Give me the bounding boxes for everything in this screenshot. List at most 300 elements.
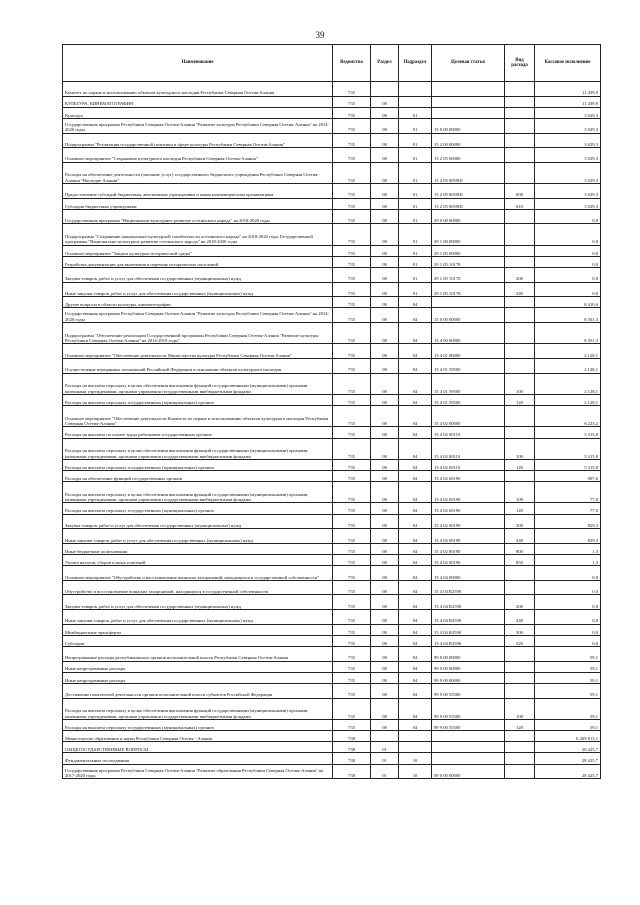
cell-subsection: 01 bbox=[399, 198, 432, 209]
cell-amount: 59,1 bbox=[535, 719, 601, 730]
cell-name: Другие вопросы в области культуры, кинематографии bbox=[63, 297, 333, 308]
cell-amount: 0,0 bbox=[535, 580, 601, 595]
cell-amount: 0,0 bbox=[535, 282, 601, 297]
cell-dept: 735 bbox=[333, 635, 371, 646]
table-row bbox=[63, 646, 601, 661]
cell-target: 29 1 05 10178 bbox=[432, 282, 505, 297]
cell-dept: 735 bbox=[333, 282, 371, 297]
cell-amount: 5 315,8 bbox=[535, 459, 601, 470]
cell-name: Иные непрограммные расходы bbox=[63, 672, 333, 683]
cell-section: 08 bbox=[371, 358, 399, 373]
cell-subsection: 04 bbox=[399, 529, 432, 544]
cell-exptype: 500 bbox=[505, 624, 535, 635]
cell-section: 08 bbox=[371, 624, 399, 635]
cell-section: 08 bbox=[371, 661, 399, 672]
cell-name: Культура bbox=[63, 107, 333, 118]
cell-amount: 2 128,1 bbox=[535, 344, 601, 359]
cell-dept: 735 bbox=[333, 256, 371, 267]
cell-dept: 735 bbox=[333, 661, 371, 672]
cell-subsection: 04 bbox=[399, 514, 432, 529]
cell-subsection bbox=[399, 742, 432, 753]
cell-section: 08 bbox=[371, 555, 399, 566]
cell-name: Расходы на выплаты персоналу государственных (муниципальных) органов bbox=[63, 503, 333, 514]
cell-subsection: 04 bbox=[399, 482, 432, 503]
cell-dept: 738 bbox=[333, 764, 371, 779]
cell-dept: 735 bbox=[333, 543, 371, 554]
cell-target: 99 9 00 55500 bbox=[432, 683, 505, 698]
cell-subsection: 04 bbox=[399, 683, 432, 698]
cell-exptype bbox=[505, 308, 535, 323]
cell-subsection: 04 bbox=[399, 344, 432, 359]
table-row bbox=[63, 566, 601, 581]
cell-amount: 829,3 bbox=[535, 529, 601, 544]
cell-name: Подпрограмма "Реализация государственной политики в сфере культуры Республики Северная Осетия-Алания" bbox=[63, 133, 333, 148]
cell-target: 15 4 02 00190 bbox=[432, 514, 505, 529]
cell-name: Закупка товаров, работ и услуг для обеспечения государственных (муниципальных) нужд bbox=[63, 514, 333, 529]
cell-name: Подпрограмма "Сохранение национально-культурной самобытности осетинского народа" на 2018-2020 годы Государственной программы "Национально-культурное развитие осетинского народа" на 2018-2020 годы bbox=[63, 224, 333, 245]
cell-section: 08 bbox=[371, 610, 399, 625]
cell-amount: 59,1 bbox=[535, 646, 601, 661]
cell-name: ОБЩЕГОСУДАРСТВЕННЫЕ ВОПРОСЫ bbox=[63, 742, 333, 753]
cell-subsection: 04 bbox=[399, 610, 432, 625]
cell-amount: 3 029,3 bbox=[535, 198, 601, 209]
cell-section: 08 bbox=[371, 282, 399, 297]
cell-amount: 2 128,1 bbox=[535, 373, 601, 394]
cell-exptype: 200 bbox=[505, 514, 535, 529]
cell-amount: 3 029,3 bbox=[535, 148, 601, 163]
cell-dept: 735 bbox=[333, 148, 371, 163]
cell-exptype: 100 bbox=[505, 438, 535, 459]
cell-dept: 735 bbox=[333, 344, 371, 359]
cell-section: 08 bbox=[371, 245, 399, 256]
cell-target bbox=[432, 742, 505, 753]
header-name: Наименование bbox=[63, 45, 333, 82]
cell-exptype bbox=[505, 672, 535, 683]
cell-target: 29 0 00 00000 bbox=[432, 209, 505, 224]
cell-section: 08 bbox=[371, 406, 399, 427]
cell-exptype: 610 bbox=[505, 198, 535, 209]
cell-subsection: 04 bbox=[399, 595, 432, 610]
cell-subsection: 04 bbox=[399, 373, 432, 394]
table-row bbox=[63, 82, 601, 97]
cell-target: 15 4 02 00190 bbox=[432, 503, 505, 514]
cell-name: Расходы на выплаты персоналу в целях обеспечения выполнения функций государственными (муниципальными) органами, казенными учреждениями, органами управления государственными внебюджетными фондами bbox=[63, 698, 333, 719]
cell-dept: 735 bbox=[333, 503, 371, 514]
cell-amount: 0,0 bbox=[535, 245, 601, 256]
cell-amount: 0,0 bbox=[535, 635, 601, 646]
cell-exptype: 120 bbox=[505, 719, 535, 730]
table-row bbox=[63, 719, 601, 730]
cell-amount: 1,3 bbox=[535, 555, 601, 566]
cell-amount: 8 410,6 bbox=[535, 297, 601, 308]
cell-name: Расходы на выплаты персоналу в целях обеспечения выполнения функций государственными (муниципальными) органами, казенными учреждениями, органами управления государственными внебюджетными фондами bbox=[63, 482, 333, 503]
table-row bbox=[63, 107, 601, 118]
cell-section: 08 bbox=[371, 373, 399, 394]
cell-exptype bbox=[505, 661, 535, 672]
cell-dept: 735 bbox=[333, 162, 371, 183]
cell-section: 08 bbox=[371, 256, 399, 267]
header-amount: Кассовое исполнение bbox=[535, 45, 601, 82]
table-body bbox=[63, 82, 601, 779]
cell-subsection: 04 bbox=[399, 580, 432, 595]
cell-exptype bbox=[505, 209, 535, 224]
cell-section: 08 bbox=[371, 719, 399, 730]
cell-dept: 735 bbox=[333, 427, 371, 438]
cell-exptype bbox=[505, 764, 535, 779]
cell-target bbox=[432, 731, 505, 742]
table-row bbox=[63, 224, 601, 245]
cell-subsection: 04 bbox=[399, 719, 432, 730]
cell-exptype: 120 bbox=[505, 503, 535, 514]
cell-target: 99 0 00 00000 bbox=[432, 646, 505, 661]
cell-dept: 735 bbox=[333, 672, 371, 683]
cell-dept: 735 bbox=[333, 268, 371, 283]
cell-section bbox=[371, 82, 399, 97]
cell-target: 99 9 00 00000 bbox=[432, 661, 505, 672]
cell-name: Фундаментальные исследования bbox=[63, 753, 333, 764]
cell-dept: 735 bbox=[333, 406, 371, 427]
cell-dept: 735 bbox=[333, 82, 371, 97]
cell-target: 99 9 00 55500 bbox=[432, 698, 505, 719]
cell-exptype bbox=[505, 323, 535, 344]
cell-subsection: 04 bbox=[399, 438, 432, 459]
cell-amount: 3 029,3 bbox=[535, 107, 601, 118]
cell-amount: 829,3 bbox=[535, 514, 601, 529]
cell-name: Иные закупки товаров, работ и услуг для обеспечения государственных (муниципальных) нужд bbox=[63, 282, 333, 297]
cell-target: 15 0 00 00000 bbox=[432, 118, 505, 133]
cell-name: Закупка товаров, работ и услуг для обеспечения государственных (муниципальных) нужд bbox=[63, 595, 333, 610]
cell-exptype bbox=[505, 427, 535, 438]
table-row bbox=[63, 753, 601, 764]
cell-amount: 77,0 bbox=[535, 482, 601, 503]
cell-exptype bbox=[505, 566, 535, 581]
cell-amount: 2 128,1 bbox=[535, 394, 601, 405]
table-row bbox=[63, 297, 601, 308]
cell-amount: 6 269 813,1 bbox=[535, 731, 601, 742]
cell-name: Иные непрограммные расходы bbox=[63, 661, 333, 672]
cell-amount: 59,1 bbox=[535, 683, 601, 698]
cell-name: Расходы на выплаты по оплате труда работников государственных органов bbox=[63, 427, 333, 438]
cell-amount: 5 315,8 bbox=[535, 427, 601, 438]
cell-name: Основное мероприятие "Защита культурно-исторической среды" bbox=[63, 245, 333, 256]
cell-amount: 0,0 bbox=[535, 566, 601, 581]
cell-section: 08 bbox=[371, 133, 399, 148]
cell-name: Расходы на выплаты персоналу в целях обеспечения выполнения функций государственными (муниципальными) органами, казенными учреждениями, органами управления государственными внебюджетными фондами bbox=[63, 438, 333, 459]
cell-subsection: 01 bbox=[399, 107, 432, 118]
cell-dept: 735 bbox=[333, 323, 371, 344]
cell-amount: 11 439,9 bbox=[535, 96, 601, 107]
table-header-row bbox=[63, 45, 601, 82]
cell-section: 08 bbox=[371, 308, 399, 323]
cell-target bbox=[432, 107, 505, 118]
cell-name: Расходы на выплаты персоналу государственных (муниципальных) органов bbox=[63, 459, 333, 470]
cell-amount: 59,1 bbox=[535, 698, 601, 719]
table-row bbox=[63, 268, 601, 283]
cell-section: 08 bbox=[371, 198, 399, 209]
table-row bbox=[63, 198, 601, 209]
table-row bbox=[63, 742, 601, 753]
cell-target: 15 4 02 00190 bbox=[432, 529, 505, 544]
cell-name: Государственная программа Республики Северная Осетия-Алания "Развитие образования Республики Северная Осетия-Алания" на 2017-2020 годы bbox=[63, 764, 333, 779]
table-row bbox=[63, 406, 601, 427]
cell-section: 08 bbox=[371, 543, 399, 554]
cell-target: 29 1 00 00000 bbox=[432, 224, 505, 245]
cell-target: 15 4 02 00110 bbox=[432, 427, 505, 438]
cell-name: Государственная программа Республики Северная Осетия-Алания "Развитие культуры Республики Северная Осетия-Алания" на 2014-2020 годы bbox=[63, 308, 333, 323]
cell-dept: 735 bbox=[333, 184, 371, 199]
table-row bbox=[63, 595, 601, 610]
cell-exptype bbox=[505, 82, 535, 97]
cell-dept: 735 bbox=[333, 719, 371, 730]
cell-dept: 735 bbox=[333, 471, 371, 482]
cell-dept: 735 bbox=[333, 624, 371, 635]
cell-subsection: 04 bbox=[399, 566, 432, 581]
cell-dept: 735 bbox=[333, 646, 371, 661]
cell-exptype bbox=[505, 406, 535, 427]
cell-target: 15 4 01 59500 bbox=[432, 358, 505, 373]
cell-target: 15 4 04 R2590 bbox=[432, 635, 505, 646]
table-row bbox=[63, 148, 601, 163]
cell-dept: 735 bbox=[333, 566, 371, 581]
cell-exptype: 100 bbox=[505, 373, 535, 394]
cell-subsection: 04 bbox=[399, 323, 432, 344]
cell-subsection: 01 bbox=[399, 224, 432, 245]
cell-dept: 735 bbox=[333, 198, 371, 209]
cell-section: 08 bbox=[371, 646, 399, 661]
cell-dept: 735 bbox=[333, 209, 371, 224]
cell-subsection: 04 bbox=[399, 543, 432, 554]
cell-dept: 735 bbox=[333, 459, 371, 470]
cell-dept: 735 bbox=[333, 514, 371, 529]
cell-amount: 28 425,7 bbox=[535, 742, 601, 753]
table-row bbox=[63, 503, 601, 514]
cell-amount: 59,1 bbox=[535, 672, 601, 683]
table-row bbox=[63, 394, 601, 405]
cell-exptype: 240 bbox=[505, 282, 535, 297]
table-row bbox=[63, 358, 601, 373]
cell-section: 08 bbox=[371, 184, 399, 199]
budget-table bbox=[62, 44, 601, 779]
cell-amount: 6 223,2 bbox=[535, 406, 601, 427]
cell-section: 08 bbox=[371, 580, 399, 595]
header-exptype: Вид расхода bbox=[505, 45, 535, 82]
cell-name: Основное мероприятие "Обеспечение деятельности Министерства культуры Республики Северная Осетия-Алания" bbox=[63, 344, 333, 359]
cell-target: 15 4 02 00110 bbox=[432, 438, 505, 459]
cell-exptype: 800 bbox=[505, 543, 535, 554]
table-row bbox=[63, 256, 601, 267]
cell-subsection bbox=[399, 731, 432, 742]
cell-exptype: 100 bbox=[505, 482, 535, 503]
cell-subsection: 04 bbox=[399, 624, 432, 635]
cell-section bbox=[371, 731, 399, 742]
table-row bbox=[63, 624, 601, 635]
cell-section: 08 bbox=[371, 162, 399, 183]
cell-subsection: 04 bbox=[399, 672, 432, 683]
cell-exptype: 240 bbox=[505, 610, 535, 625]
cell-target: 09 0 00 00000 bbox=[432, 764, 505, 779]
cell-name: Субсидии bbox=[63, 635, 333, 646]
cell-amount: 3 029,3 bbox=[535, 118, 601, 133]
cell-subsection: 01 bbox=[399, 118, 432, 133]
cell-name: Подпрограмма "Обеспечение реализации Государственной программы Республики Северная Осетия-Алания "Развитие культуры Республики Северная Осетия-Алания" на 2014-2018 годы" bbox=[63, 323, 333, 344]
cell-exptype bbox=[505, 224, 535, 245]
cell-dept: 735 bbox=[333, 394, 371, 405]
cell-target: 29 1 05 10178 bbox=[432, 268, 505, 283]
cell-section: 01 bbox=[371, 753, 399, 764]
cell-target bbox=[432, 82, 505, 97]
cell-exptype bbox=[505, 245, 535, 256]
cell-name: Комитет по охране и использованию объектов культурного наследия Республики Северная Осетия-Алания bbox=[63, 82, 333, 97]
cell-subsection bbox=[399, 82, 432, 97]
cell-target: 15 4 01 59500 bbox=[432, 373, 505, 394]
table-row bbox=[63, 118, 601, 133]
table-row bbox=[63, 323, 601, 344]
cell-section: 08 bbox=[371, 698, 399, 719]
cell-amount: 0,0 bbox=[535, 595, 601, 610]
table-row bbox=[63, 514, 601, 529]
cell-name: Основное мероприятие "Обустройство и восстановление воинских захоронений, находящихся в государственной собственности" bbox=[63, 566, 333, 581]
cell-name: Государственная программа "Национально-культурное развитие осетинского народа" на 2018-2020 годы bbox=[63, 209, 333, 224]
cell-exptype bbox=[505, 753, 535, 764]
table-row bbox=[63, 427, 601, 438]
table-row bbox=[63, 162, 601, 183]
cell-exptype bbox=[505, 580, 535, 595]
cell-amount: 8 351,3 bbox=[535, 323, 601, 344]
cell-section: 08 bbox=[371, 635, 399, 646]
cell-dept: 735 bbox=[333, 245, 371, 256]
cell-exptype bbox=[505, 162, 535, 183]
cell-section: 08 bbox=[371, 394, 399, 405]
table-row bbox=[63, 438, 601, 459]
cell-section: 08 bbox=[371, 438, 399, 459]
cell-amount: 59,1 bbox=[535, 661, 601, 672]
cell-dept: 735 bbox=[333, 96, 371, 107]
cell-amount: 8 351,3 bbox=[535, 308, 601, 323]
cell-section: 08 bbox=[371, 96, 399, 107]
cell-name: Предоставление субсидий бюджетным, автономным учреждениям и иным некоммерческим организациям bbox=[63, 184, 333, 199]
table-row bbox=[63, 308, 601, 323]
cell-subsection: 04 bbox=[399, 661, 432, 672]
cell-name: Министерство образования и науки Республики Северная Осетия - Алания bbox=[63, 731, 333, 742]
cell-exptype: 850 bbox=[505, 555, 535, 566]
table-row bbox=[63, 184, 601, 199]
cell-exptype bbox=[505, 297, 535, 308]
cell-subsection: 01 bbox=[399, 245, 432, 256]
cell-section: 08 bbox=[371, 118, 399, 133]
cell-target bbox=[432, 297, 505, 308]
cell-dept: 735 bbox=[333, 698, 371, 719]
cell-target: 29 1 05 10178 bbox=[432, 256, 505, 267]
table-row bbox=[63, 282, 601, 297]
cell-section: 08 bbox=[371, 224, 399, 245]
cell-target: 15 4 02 00190 bbox=[432, 543, 505, 554]
cell-target: 15 4 01 00000 bbox=[432, 344, 505, 359]
cell-amount: 77,0 bbox=[535, 503, 601, 514]
cell-section: 01 bbox=[371, 764, 399, 779]
cell-name: Иные закупки товаров, работ и услуг для обеспечения государственных (муниципальных) нужд bbox=[63, 610, 333, 625]
cell-target: 15 4 04 R2590 bbox=[432, 624, 505, 635]
cell-subsection: 01 bbox=[399, 256, 432, 267]
cell-name: Непрограммные расходы республиканских органов исполнительной власти Республики Северная Осетия-Алания bbox=[63, 646, 333, 661]
cell-amount: 2 128,1 bbox=[535, 358, 601, 373]
table-row bbox=[63, 543, 601, 554]
cell-name: Обустройство и восстановление воинских захоронений, находящихся в государственной собственности bbox=[63, 580, 333, 595]
cell-dept: 735 bbox=[333, 133, 371, 148]
table-row bbox=[63, 245, 601, 256]
cell-dept: 735 bbox=[333, 438, 371, 459]
cell-subsection: 10 bbox=[399, 764, 432, 779]
cell-target: 15 2 00 00000 bbox=[432, 133, 505, 148]
cell-subsection: 04 bbox=[399, 698, 432, 719]
cell-section: 08 bbox=[371, 514, 399, 529]
cell-name: Расходы на выплаты персоналу государственных (муниципальных) органов bbox=[63, 719, 333, 730]
cell-subsection: 04 bbox=[399, 358, 432, 373]
cell-section: 08 bbox=[371, 595, 399, 610]
cell-subsection: 04 bbox=[399, 406, 432, 427]
cell-section: 08 bbox=[371, 209, 399, 224]
cell-target: 99 9 00 00000 bbox=[432, 672, 505, 683]
cell-exptype bbox=[505, 683, 535, 698]
page-number: 39 bbox=[315, 30, 325, 40]
cell-subsection: 01 bbox=[399, 133, 432, 148]
cell-subsection: 04 bbox=[399, 503, 432, 514]
cell-name: Расходы на обеспечение функций государственных органов bbox=[63, 471, 333, 482]
cell-subsection: 04 bbox=[399, 555, 432, 566]
cell-target: 15 4 02 00190 bbox=[432, 555, 505, 566]
cell-amount: 0,0 bbox=[535, 256, 601, 267]
cell-target: 15 0 00 00000 bbox=[432, 308, 505, 323]
cell-amount: 0,0 bbox=[535, 624, 601, 635]
cell-amount: 11 439,9 bbox=[535, 82, 601, 97]
cell-name: Субсидии бюджетным учреждениям bbox=[63, 198, 333, 209]
cell-target: 15 2 05 00000 bbox=[432, 148, 505, 163]
cell-exptype bbox=[505, 471, 535, 482]
cell-section: 08 bbox=[371, 683, 399, 698]
cell-subsection: 01 bbox=[399, 209, 432, 224]
table-row bbox=[63, 661, 601, 672]
cell-exptype: 520 bbox=[505, 635, 535, 646]
cell-amount: 5 315,8 bbox=[535, 438, 601, 459]
cell-target: 15 4 04 R2590 bbox=[432, 610, 505, 625]
cell-amount: 3 029,3 bbox=[535, 184, 601, 199]
cell-name: Уплата налогов, сборов и иных платежей bbox=[63, 555, 333, 566]
cell-exptype bbox=[505, 133, 535, 148]
cell-exptype bbox=[505, 646, 535, 661]
table-row bbox=[63, 459, 601, 470]
cell-dept: 735 bbox=[333, 107, 371, 118]
cell-target: 15 4 00 00000 bbox=[432, 323, 505, 344]
table-row bbox=[63, 698, 601, 719]
cell-subsection: 01 bbox=[399, 184, 432, 199]
cell-section: 01 bbox=[371, 742, 399, 753]
table-row bbox=[63, 471, 601, 482]
cell-exptype: 200 bbox=[505, 268, 535, 283]
cell-name: КУЛЬТУРА, КИНЕМАТОГРАФИЯ bbox=[63, 96, 333, 107]
table-row bbox=[63, 133, 601, 148]
cell-target: 15 2 05 0059Ш bbox=[432, 198, 505, 209]
cell-target: 99 9 00 55500 bbox=[432, 719, 505, 730]
cell-dept: 735 bbox=[333, 555, 371, 566]
cell-section: 08 bbox=[371, 566, 399, 581]
table-row bbox=[63, 96, 601, 107]
cell-target: 15 2 05 0059Ш bbox=[432, 184, 505, 199]
table-row bbox=[63, 672, 601, 683]
cell-section: 08 bbox=[371, 471, 399, 482]
cell-name: Государственная программа Республики Северная Осетия-Алания "Развитие культуры Республики Северная Осетия-Алания" на 2014-2020 годы bbox=[63, 118, 333, 133]
cell-subsection bbox=[399, 96, 432, 107]
cell-section: 08 bbox=[371, 529, 399, 544]
table-row bbox=[63, 555, 601, 566]
